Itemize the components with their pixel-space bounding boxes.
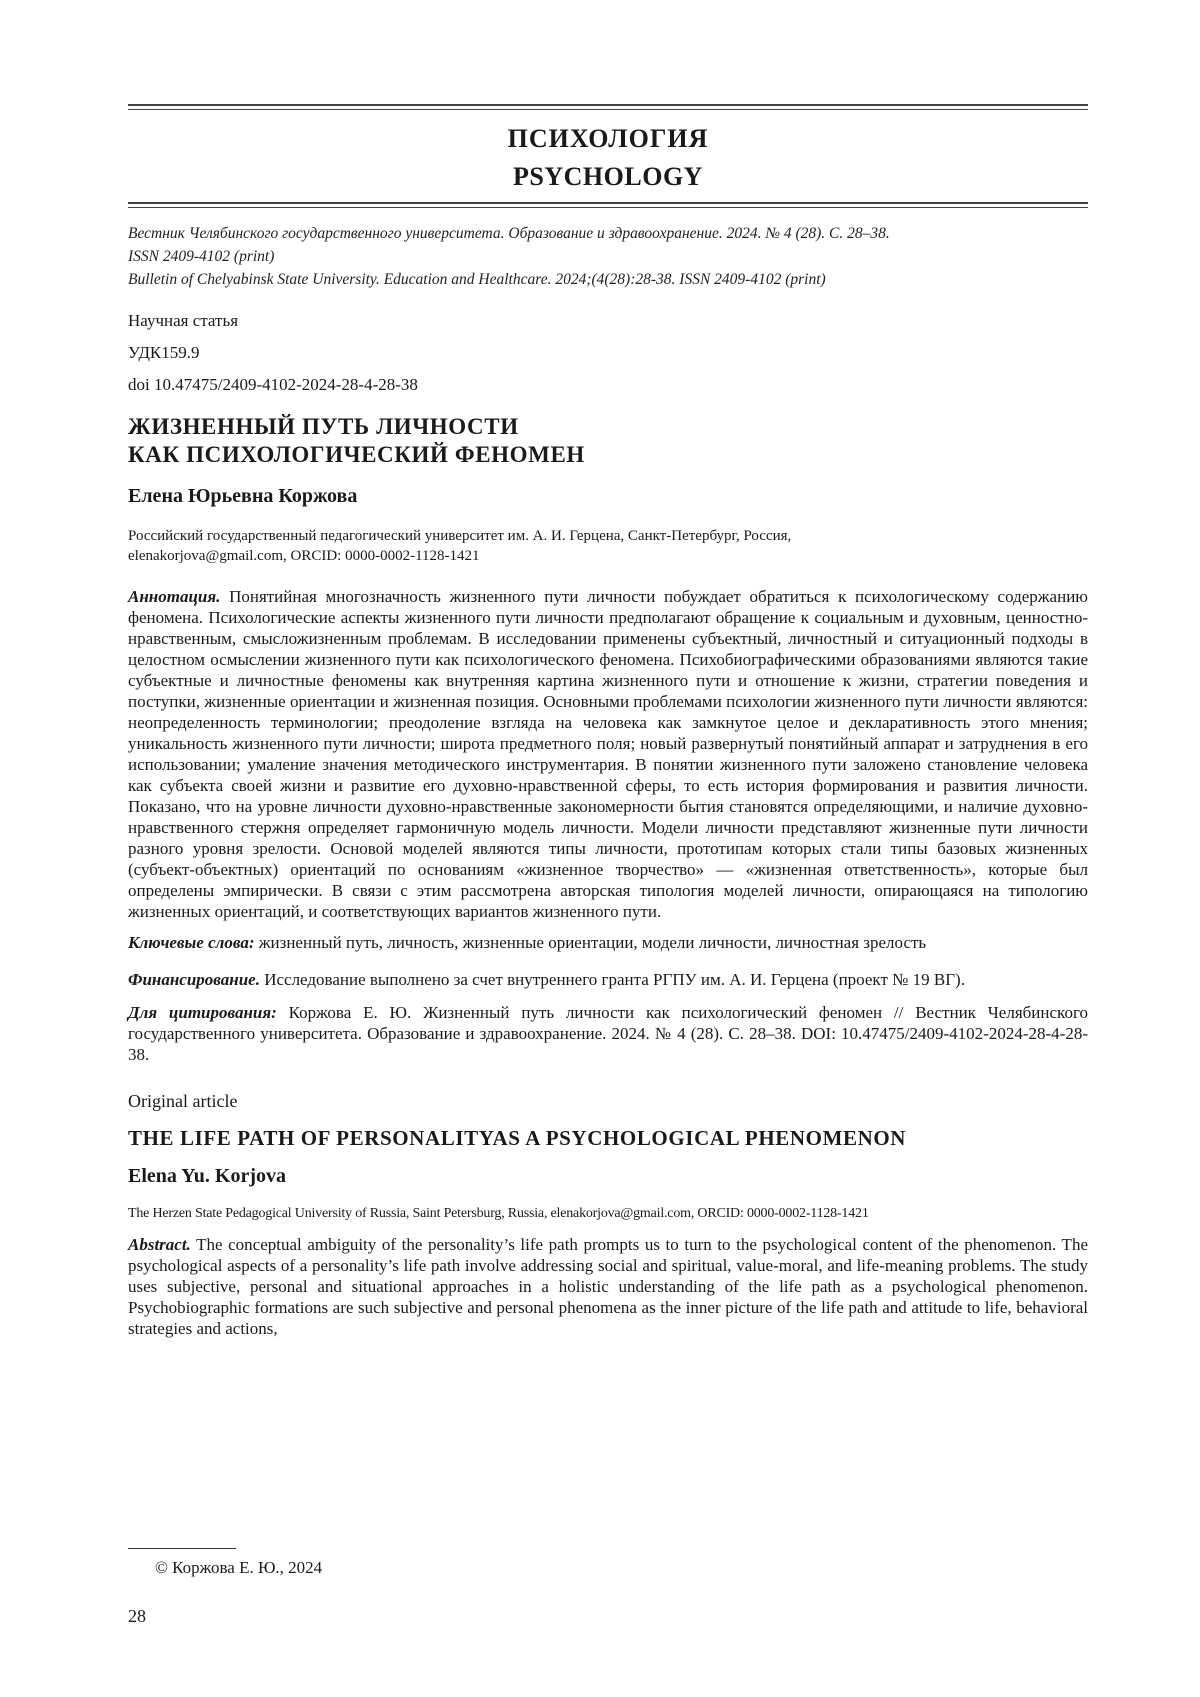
abstract-ru [128,586,1088,922]
copyright-notice: © Коржова Е. Ю., 2024 [155,1558,323,1577]
affiliation-ru-line1: Российский государственный педагогический университет им. А. И. Герцена, Санкт-Петербург, Россия, [128,528,792,544]
abstract-ru-label: Аннотация. [128,587,221,606]
affiliation-ru-line2: elenakorjova@gmail.com, ORCID: 0000-0002-1128-1421 [128,548,480,564]
funding-ru [128,969,1088,990]
abstract-en-label: Abstract. [128,1235,191,1254]
author-en: Elena Yu. Korjova [128,1165,286,1187]
keywords-ru [128,932,1088,953]
page-content [128,104,1088,1339]
header-rule-bottom [128,202,1088,208]
citation-ru-label: Для цитирования: [128,1003,277,1022]
article-meta [128,311,1088,395]
page-number: 28 [128,1606,146,1626]
affiliation-en: The Herzen State Pedagogical University of Russia, Saint Petersburg, Russia, elenakorjova@gmail.com, ORCID: 0000-0002-1128-1421 [128,1206,869,1221]
udk: УДК159.9 [128,343,200,362]
footnote-rule [128,1548,236,1549]
funding-ru-text: Исследование выполнено за счет внутреннего гранта РГПУ им. А. И. Герцена (проект № 19 ВГ). [259,970,965,989]
abstract-en [128,1234,1088,1339]
keywords-ru-text: жизненный путь, личность, жизненные ориентации, модели личности, личностная зрелость [254,933,927,952]
journal-issn: ISSN 2409-4102 (print) [128,248,275,265]
title-ru-line2: КАК ПСИХОЛОГИЧЕСКИЙ ФЕНОМЕН [128,442,585,467]
abstract-ru-text: Понятийная многозначность жизненного пути личности побуждает обратиться к психологическому содержанию феномена. Психологические аспекты жизненного пути личности предполагают обращение к социальным и духовным, ценностно-нравственным, смысложизненным проблемам. В исследовании применены субъектный, личностный и ситуационный подходы в целостном осмыслении жизненного пути как психологического феномена. Психобиографическими образованиями являются такие субъектные и личностные феномены как внутренняя картина жизненного пути и отношение к жизни, стратегии поведения и поступки, жизненные ориентации и жизненная позиция. Основными проблемами психологии жизненного пути личности являются: неопределенность терминологии; преодоление взгляда на человека как замкнутое целое и декларативность этого мнения; уникальность жизненного пути личности; широта предметного поля; новый развернутый понятийный аппарат и затруднения в его использовании; умаление значения методического инструментария. В понятии жизненного пути заложено становление человека как субъекта своей жизни и развитие его духовно-нравственной сферы, то есть история формирования и развития личности. Показано, что на уровне личности духовно-нравственные закономерности бытия становятся определяющими, и наличие духовно-нравственного стержня определяет гармоничную модель личности. Модели личности представляют жизненные пути личности разного уровня зрелости. Основой моделей являются типы личности, прототипам которых стали типы базовых жизненных (субъект-объектных) ориентаций по основаниям «жизненное творчество» — «жизненная ответственность», которые был определены эмпирически. В связи с этим рассмотрена авторская типология моделей личности, опирающаяся на типологию жизненных ориентаций, и соответствующих вариантов жизненного пути. [128,587,1088,921]
article-title-ru [128,413,1088,469]
funding-ru-label: Финансирование. [128,970,260,989]
article-type-en: Original article [128,1091,238,1111]
affiliation-ru [128,526,1088,566]
doi: doi 10.47475/2409-4102-2024-28-4-28-38 [128,375,418,394]
section-title-en: PSYCHOLOGY [513,162,703,191]
header-rule-top [128,104,1088,110]
author-ru: Елена Юрьевна Коржова [128,485,358,507]
abstract-en-text: The conceptual ambiguity of the personality’s life path prompts us to turn to the psychological content of the phenomenon. The psychological aspects of a personality’s life path involve addressing social and spiritual, value-moral, and life-meaning problems. The study uses subjective, personal and situational approaches in a holistic understanding of the life path as a psychological phenomenon. Psychobiographic formations are such subjective and personal phenomena as the inner picture of the life path and attitude to life, behavioral strategies and actions, [128,1235,1088,1338]
title-ru-line1: ЖИЗНЕННЫЙ ПУТЬ ЛИЧНОСТИ [128,414,519,439]
keywords-ru-label: Ключевые слова: [128,933,255,952]
journal-ref-ru: Вестник Челябинского государственного университета. Образование и здравоохранение. 2024. № 4 (28). С. 28–38. [128,225,890,242]
section-title-ru: ПСИХОЛОГИЯ [507,124,709,153]
journal-reference [128,222,1088,291]
article-title-en: THE LIFE PATH OF PERSONALITYAS A PSYCHOLOGICAL PHENOMENON [128,1126,907,1150]
journal-ref-en: Bulletin of Chelyabinsk State University. Education and Healthcare. 2024;(4(28):28-38. ISSN 2409-4102 (print) [128,271,826,288]
article-type-ru: Научная статья [128,311,239,330]
citation-ru [128,1002,1088,1065]
citation-ru-text: Коржова Е. Ю. Жизненный путь личности как психологический феномен // Вестник Челябинского государственного университета. Образование и здравоохранение. 2024. № 4 (28). С. 28–38. DOI: 10.47475/2409-4102-2024-28-4-28-38. [128,1003,1088,1064]
